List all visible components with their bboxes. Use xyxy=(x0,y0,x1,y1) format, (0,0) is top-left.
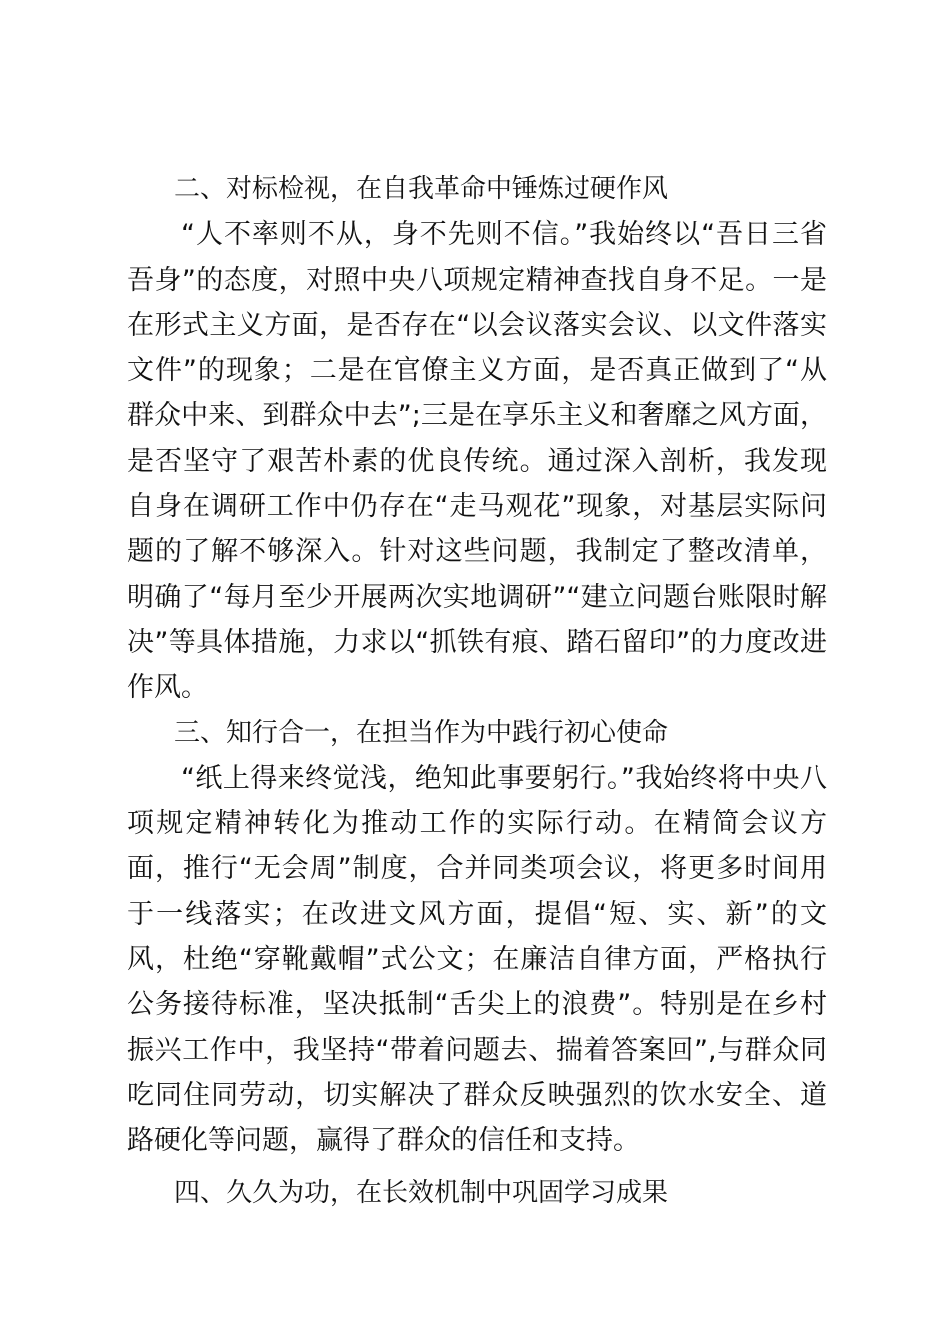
section-heading-2: 二、对标检视，在自我革命中锤炼过硬作风 xyxy=(174,174,669,204)
paragraph-gap xyxy=(127,1164,827,1171)
section-paragraph-2: “人不率则不从，身不先则不信。”我始终以“吾日三省吾身”的态度，对照中央八项规定精神查找自身不足。一是在形式主义方面，是否存在“以会议落实会议、以文件落实文件”的现象；二是在官僚主义方面，是否真正做到了“从群众中来、到群众中去”;三是在享乐主义和奢靡之风方面，是否坚守了艰苦朴素的优良传统。通过深入剖析，我发现自身在调研工作中仍存在“走马观花”现象，对基层实际问题的了解不够深入。针对这些问题，我制定了整改清单，明确了“每月至少开展两次实地调研”“建立问题台账限时解决”等具体措施，力求以“抓铁有痕、踏石留印”的力度改进作风。 xyxy=(127,219,827,704)
section-heading-4: 四、久久为功，在长效机制中巩固学习成果 xyxy=(174,1177,669,1208)
section-paragraph-3: “纸上得来终觉浅，绝知此事要躬行。”我始终将中央八项规定精神转化为推动工作的实际行动。在精简会议方面，推行“无会周”制度，合并同类项会议，将更多时间用于一线落实；在改进文风方面，提倡“短、实、新”的文风，杜绝“穿靴戴帽”式公文；在廉洁自律方面，严格执行公务接待标准，坚决抵制“舌尖上的浪费”。特别是在乡村振兴工作中，我坚持“带着问题去、揣着答案回”,与群众同吃同住同劳动，切实解决了群众反映强烈的饮水安全、道路硬化等问题，赢得了群众的信任和支持。 xyxy=(127,762,827,1157)
document-body xyxy=(127,167,827,1216)
section-heading-3: 三、知行合一，在担当作为中践行初心使命 xyxy=(174,717,669,748)
